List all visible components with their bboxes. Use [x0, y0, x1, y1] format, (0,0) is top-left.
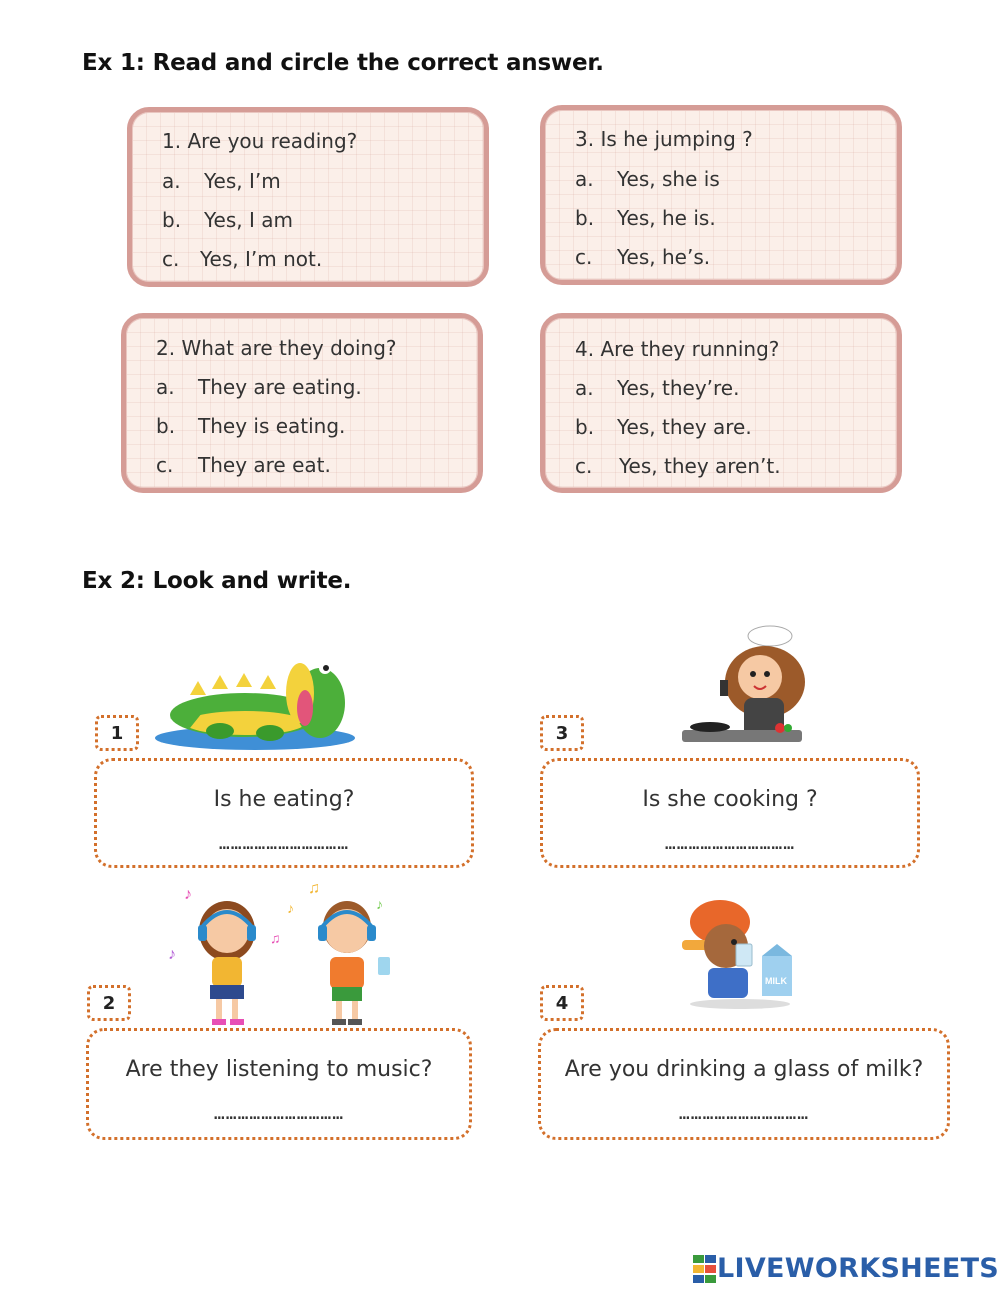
question-text: Is he eating?: [213, 787, 355, 812]
girl-cooking-illustration: [680, 622, 820, 750]
svg-text:♫: ♫: [308, 880, 320, 897]
answer-option-a[interactable]: a. Yes, she is: [575, 167, 720, 191]
question-text: 4. Are they running?: [575, 337, 780, 361]
crocodile-illustration: [150, 643, 360, 753]
liveworksheets-logo[interactable]: [693, 1253, 999, 1284]
answer-option-c[interactable]: c. Yes, they aren’t.: [575, 454, 781, 478]
item-number-2: 2: [87, 985, 131, 1021]
item-number-1: 1: [95, 715, 139, 751]
answer-option-c[interactable]: c. Yes, I’m not.: [162, 247, 323, 271]
question-box-1: [94, 758, 474, 868]
answer-line[interactable]: ……………………………: [213, 1103, 345, 1124]
answer-option-c[interactable]: c. Yes, he’s.: [575, 245, 711, 269]
question-card-3: [540, 105, 902, 285]
svg-text:♪: ♪: [168, 946, 176, 963]
question-box-4: [538, 1028, 950, 1140]
answer-option-b[interactable]: b. They is eating.: [156, 414, 346, 438]
question-box-2: [86, 1028, 472, 1140]
question-text: 2. What are they doing?: [156, 336, 397, 360]
ex2-heading: Ex 2: Look and write.: [82, 568, 352, 594]
answer-option-a[interactable]: a. Yes, I’m: [162, 169, 281, 193]
boy-drinking-milk-illustration: [678, 892, 802, 1010]
question-card-4: [540, 313, 902, 493]
answer-line[interactable]: ……………………………: [218, 833, 350, 854]
question-card-2: [121, 313, 483, 493]
answer-option-a[interactable]: a. Yes, they’re.: [575, 376, 740, 400]
item-number-3: 3: [540, 715, 584, 751]
answer-option-b[interactable]: b. Yes, they are.: [575, 415, 752, 439]
kids-listening-music-illustration: [162, 877, 402, 1029]
ex1-heading: Ex 1: Read and circle the correct answer.: [82, 50, 604, 76]
answer-option-b[interactable]: b. Yes, he is.: [575, 206, 716, 230]
question-text: Is she cooking ?: [642, 787, 818, 812]
answer-option-c[interactable]: c. They are eat.: [156, 453, 331, 477]
logo-text: LIVEWORKSHEETS: [717, 1253, 1000, 1284]
liveworksheets-logo-icon: [693, 1255, 717, 1283]
answer-option-a[interactable]: a. They are eating.: [156, 375, 362, 399]
question-text: Are you drinking a glass of milk?: [564, 1057, 924, 1082]
question-text: Are they listening to music?: [125, 1057, 433, 1082]
svg-text:♪: ♪: [376, 896, 383, 912]
svg-text:♫: ♫: [270, 930, 281, 946]
svg-text:♪: ♪: [287, 900, 294, 916]
svg-text:♪: ♪: [184, 886, 192, 903]
question-card-1: [127, 107, 489, 287]
question-text: 3. Is he jumping ?: [575, 127, 753, 151]
answer-line[interactable]: ……………………………: [664, 833, 796, 854]
question-text: 1. Are you reading?: [162, 129, 358, 153]
answer-option-b[interactable]: b. Yes, I am: [162, 208, 293, 232]
item-number-4: 4: [540, 985, 584, 1021]
svg-text:MILK: MILK: [765, 976, 787, 986]
question-box-3: [540, 758, 920, 868]
answer-line[interactable]: ……………………………: [678, 1103, 810, 1124]
